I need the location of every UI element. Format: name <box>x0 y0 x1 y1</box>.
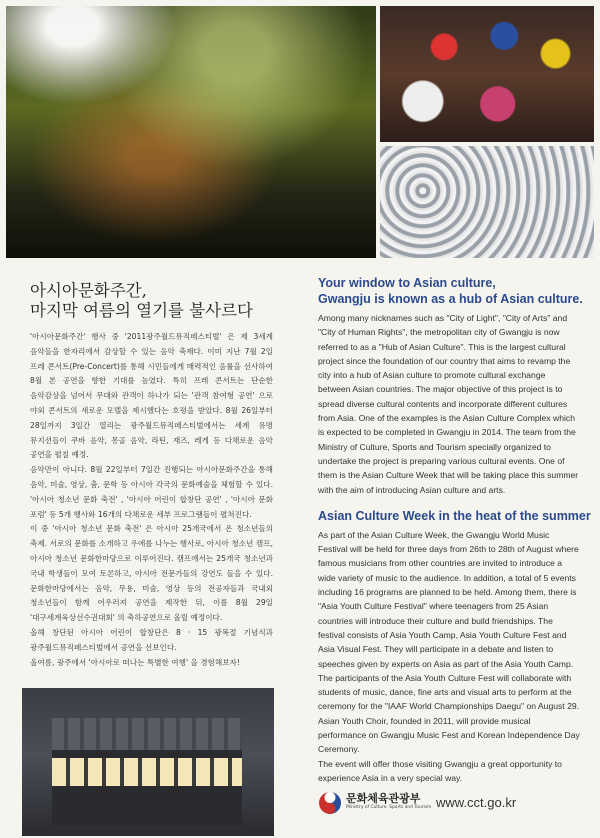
children-with-flags-photo <box>380 6 594 142</box>
website-link[interactable]: www.cct.go.kr <box>436 795 517 810</box>
english-heading-1 <box>318 276 583 307</box>
english-paragraph-4: The event will offer those visiting Gwangju a great opportunity to experience Asia in a very special way. <box>318 758 562 783</box>
korean-article-body <box>30 330 273 670</box>
korean-paragraph: 이 중 '아시아 청소년 문화 축전' 은 아시아 25개국에서 온 청소년들의 축제. 서로의 문화를 소개하고 우애를 나누는 행사로, 아시아 청소년 캠프, 아시아 청소년 문화한마당으로 이루어진다. 캠프에서는 25개국 청소년과 국내 학생들이 모여 토론하고, 아시아 전문가들의 강연도 들을 수 있다. 문화한마당에서는 음악, 무용, 미술, 영상 등의 전공자들과 국내외 청소년들이 함께 어우러져 공연을 제작한 뒤, 이를 8월 29일 '대구세계육상선수권대회' 의 축하공연으로 올릴 예정이다. <box>30 524 273 623</box>
concert-stage-photo <box>6 6 376 258</box>
english-heading-2: Asian Culture Week in the heat of the summer <box>318 508 591 523</box>
english-heading-1-line2: Gwangju is known as a hub of Asian culture. <box>318 291 583 306</box>
building-shape <box>52 718 242 826</box>
ministry-name-korean: 문화체육관광부 <box>346 792 421 805</box>
korean-title-line2: 마지막 여름의 열기를 불사르다 <box>30 301 253 320</box>
korean-paragraph: '아시아문화주간' 행사 중 '2011광주월드뮤직페스티벌' 은 제 3세계 음악들을 한자리에서 감상할 수 있는 음악 축제다. 이미 지난 7월 2일 프레 콘서트(Pre-Concert)를 통해 시민들에게 매력적인 음률을 선사하여 8월 본 공연을 향한 기대를 높였다. 특히 프레 콘서트는 단순한 음악감상을 넘어서 무대와 관객이 하나가 되는 '관객 참여형 공연' 으로 야외 콘서트의 새로운 모델을 제시했다는 호평을 받았다. 8월 26일부터 28일까지 3일간 열리는 광주월드뮤직페스티벌에서는 세계 유명 뮤지션들이 쿠바 음악, 몽골 음악, 라틴, 재즈, 레게 등 다채로운 음악 공연을 펼칠 예정. <box>30 332 273 460</box>
english-article <box>318 276 591 785</box>
ministry-logo-icon <box>318 791 342 815</box>
korean-title-line1: 아시아문화주간, <box>30 281 147 300</box>
english-paragraph-2: As part of the Asian Culture Week, the Gwangju World Music Festival will be held for three days from 26th to 28th of August where famous musicians from other countries are invited to introduce a wide variety of music to the audience. In addition, a total of 5 events including 16 programs are planned to be held. Among them, there is "Asia Youth Culture Festival" where teenagers from 25 Asian countries will introduce their culture and build friendships. The festival consists of Asia Youth Camp, Asia Youth Culture Fest and Asia Visual Fest. They will participate in a debate and listen to speeches given by experts on Asia as part of the Asia Youth Camp. The participants of the Asia Youth Culture Fest will collaborate with students of music, dance, fine arts and visual arts to perform at the ceremony for the "IAAF World Championships Daegu" on August 29. <box>318 529 580 712</box>
korean-paragraph: 음악만이 아니다. 8월 22일부터 7일간 진행되는 아시아문화주간을 통해 음악, 미술, 영상, 춤, 문학 등 아시아 각국의 문화예술을 체험할 수 있다. '아시아 청소년 문화 축전' , '아시아 어린이 합창단 공연' , '아시아 문화 포럼' 등 5개 행사와 16개의 다채로운 세부 프로그램들이 펼쳐진다. <box>30 465 273 519</box>
korean-title <box>30 281 280 321</box>
footer <box>318 789 590 819</box>
english-paragraph-3: Asian Youth Choir, founded in 2011, will provide musical performance on Gwangju Music Fest and Korean Independence Day Ceremony. <box>318 715 580 755</box>
container-building-photo <box>22 688 274 836</box>
korean-paragraph: 올여름, 광주에서 '아시아로 떠나는 특별한 여행' 을 경험해보자! <box>30 657 240 667</box>
audience-crowd-photo <box>380 146 594 258</box>
english-paragraph-1: Among many nicknames such as "City of Light", "City of Arts" and "City of Human Rights", the metropolitan city of Gwangju is now referred to as a "Hub of Asian Culture". This is the largest cultural project since the foundation of our country that aims to revamp the city into a hub of Asian culture to promote cultural exchange between Asian countries. The major objective of this project is to spread diverse cultural contents and incorporate different cultures from Asia. One of the examples is the Asian Culture Complex which is expected to be completed in Gwangju in 2014. The team from the Ministry of Culture, Sports and Tourism specially organized to undertake the project is preparing various cultural events. One of them is the Asian Culture Week that will be taking place this summer with the aim of introducing Asian culture and arts. <box>318 313 579 495</box>
ministry-name-english: Ministry of Culture, Sports and Tourism <box>346 805 432 810</box>
english-heading-1-line1: Your window to Asian culture, <box>318 276 496 290</box>
korean-paragraph: 올해 창단된 아시아 어린이 합창단은 8 · 15 광복절 기념식과 광주월드뮤직페스티벌에서 공연을 선보인다. <box>30 627 273 652</box>
